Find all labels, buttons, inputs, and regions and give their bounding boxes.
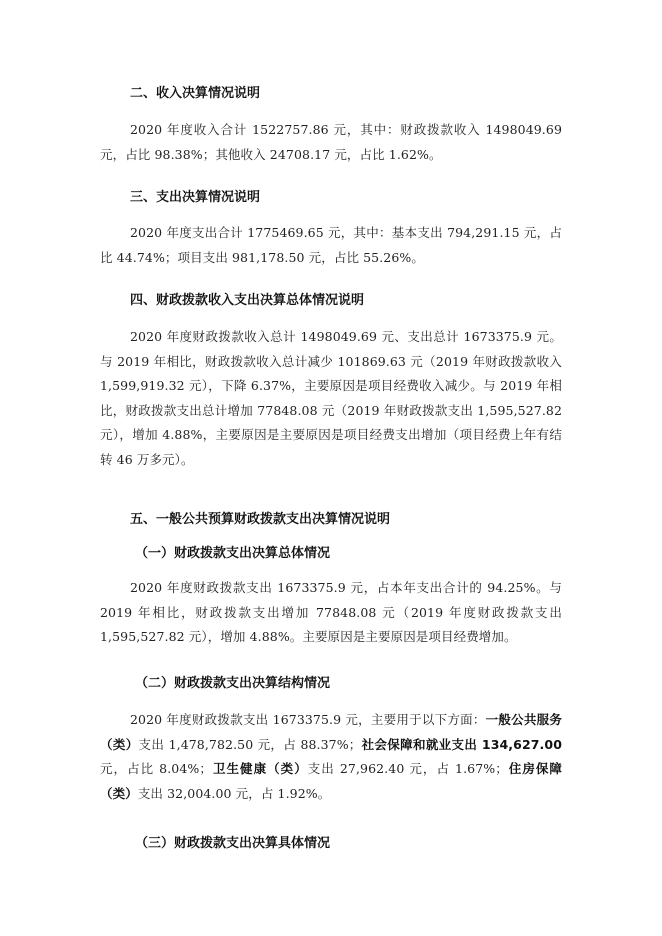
- sub2-text-a: 2020 年度财政拨款支出 1673375.9 元，主要用于以下方面：: [130, 712, 486, 727]
- subsection-3-heading: （三）财政拨款支出决算具体情况: [135, 836, 331, 851]
- subsection-2-heading: （二）财政拨款支出决算结构情况: [135, 676, 331, 691]
- subsection-2-paragraph: [100, 708, 562, 806]
- category-health: 卫生健康（类）: [212, 761, 308, 776]
- category-social-security: 社会保障和就业支出 134,627.00: [361, 736, 562, 752]
- section-5-heading: 五、一般公共预算财政拨款支出决算情况说明: [130, 512, 391, 527]
- section-3-heading: 三、支出决算情况说明: [130, 190, 261, 205]
- section-4-paragraph: 2020 年度财政拨款收入总计 1498049.69 元、支出总计 1673375.9 元。与 2019 年相比，财政拨款收入总计减少 101869.63 元（2019 年财政拨款收入 1,599,919.32 元），下降 6.37%，主要原因是项目经费收入减少。与 2019 年相比，财政拨款支出总计增加 77848.08 元（2019 年财政拨款支出 1,595,527.82 元），增加 4.88%，主要原因是主要原因是项目经费支出增加（项目经费上年有结转 46 万多元）。: [100, 329, 562, 467]
- section-2-paragraph: 2020 年度收入合计 1522757.86 元，其中：财政拨款收入 1498049.69 元，占比 98.38%；其他收入 24708.17 元，占比 1.62%。: [100, 122, 562, 162]
- category-general-public-services: 一般公共服务（类）: [100, 712, 562, 752]
- section-2-heading: 二、收入决算情况说明: [130, 86, 261, 101]
- subsection-1-heading: （一）财政拨款支出决算总体情况: [135, 546, 331, 561]
- section-4-heading: 四、财政拨款收入支出决算总体情况说明: [130, 293, 365, 308]
- sub2-text-b: 支出 1,478,782.50 元，占 88.37%；: [138, 736, 362, 752]
- category-housing: 住房保障（类）: [100, 761, 563, 801]
- subsection-1-paragraph: 2020 年度财政拨款支出 1673375.9 元，占本年支出合计的 94.25%。与 2019 年相比，财政拨款支出增加 77848.08 元（2019 年度财政拨款支出 1,595,527.82 元），增加 4.88%。主要原因是主要原因是项目经费增加。: [100, 580, 562, 644]
- section-3-paragraph: 2020 年度支出合计 1775469.65 元，其中：基本支出 794,291.15 元，占比 44.74%；项目支出 981,178.50 元，占比 55.26%。: [100, 225, 562, 265]
- sub2-text-d: 支出 27,962.40 元，占 1.67%；: [307, 761, 508, 776]
- sub2-text-e: 支出 32,004.00 元，占 1.92%。: [137, 785, 331, 801]
- sub2-text-c: 元，占比 8.04%；: [100, 761, 212, 776]
